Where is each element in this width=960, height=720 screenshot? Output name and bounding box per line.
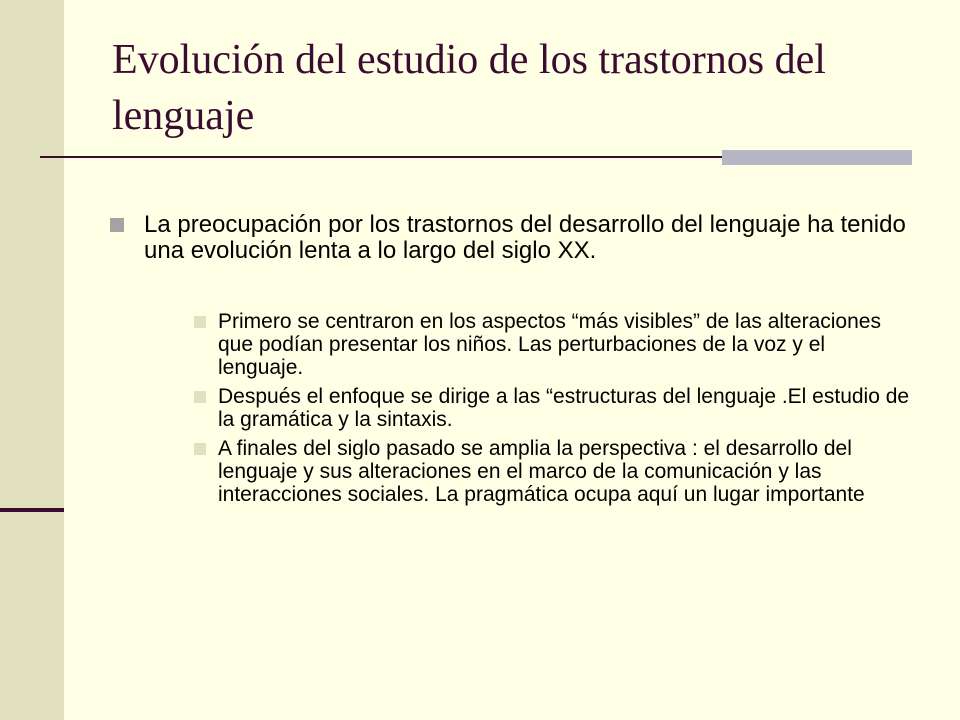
square-bullet-icon [194,443,206,455]
sub-bullet-text: Primero se centraron en los aspectos “más visibles” de las alteraciones que podían presentar los niños. Las perturbaciones de la voz y el lenguaje. [218,310,881,379]
sub-bullet-text: A finales del siglo pasado se amplia la perspectiva : el desarrollo del lenguaje y sus alteraciones en el marco de la comunicación y las interacciones sociales. La pragmática ocupa aquí un lugar importante [218,437,865,506]
main-bullet-item [110,212,910,506]
side-band-rule [0,508,64,512]
sub-bullet-item [186,385,910,431]
sub-bullet-list [144,310,910,506]
sub-bullet-item [186,310,910,379]
title-accent-bar [722,150,912,165]
slide-content [110,212,910,512]
slide-title: Evolución del estudio de los trastornos del lenguaje [112,37,826,139]
square-bullet-icon [110,218,124,232]
sub-bullet-text: Después el enfoque se dirige a las “estructuras del lenguaje .El estudio de la gramática y la sintaxis. [218,385,910,431]
square-bullet-icon [194,316,206,328]
sub-bullet-item [186,437,910,506]
square-bullet-icon [194,391,206,403]
main-bullet-text: La preocupación por los trastornos del desarrollo del lenguaje ha tenido una evolución lenta a lo largo del siglo XX. [144,211,906,264]
side-band [0,0,64,720]
